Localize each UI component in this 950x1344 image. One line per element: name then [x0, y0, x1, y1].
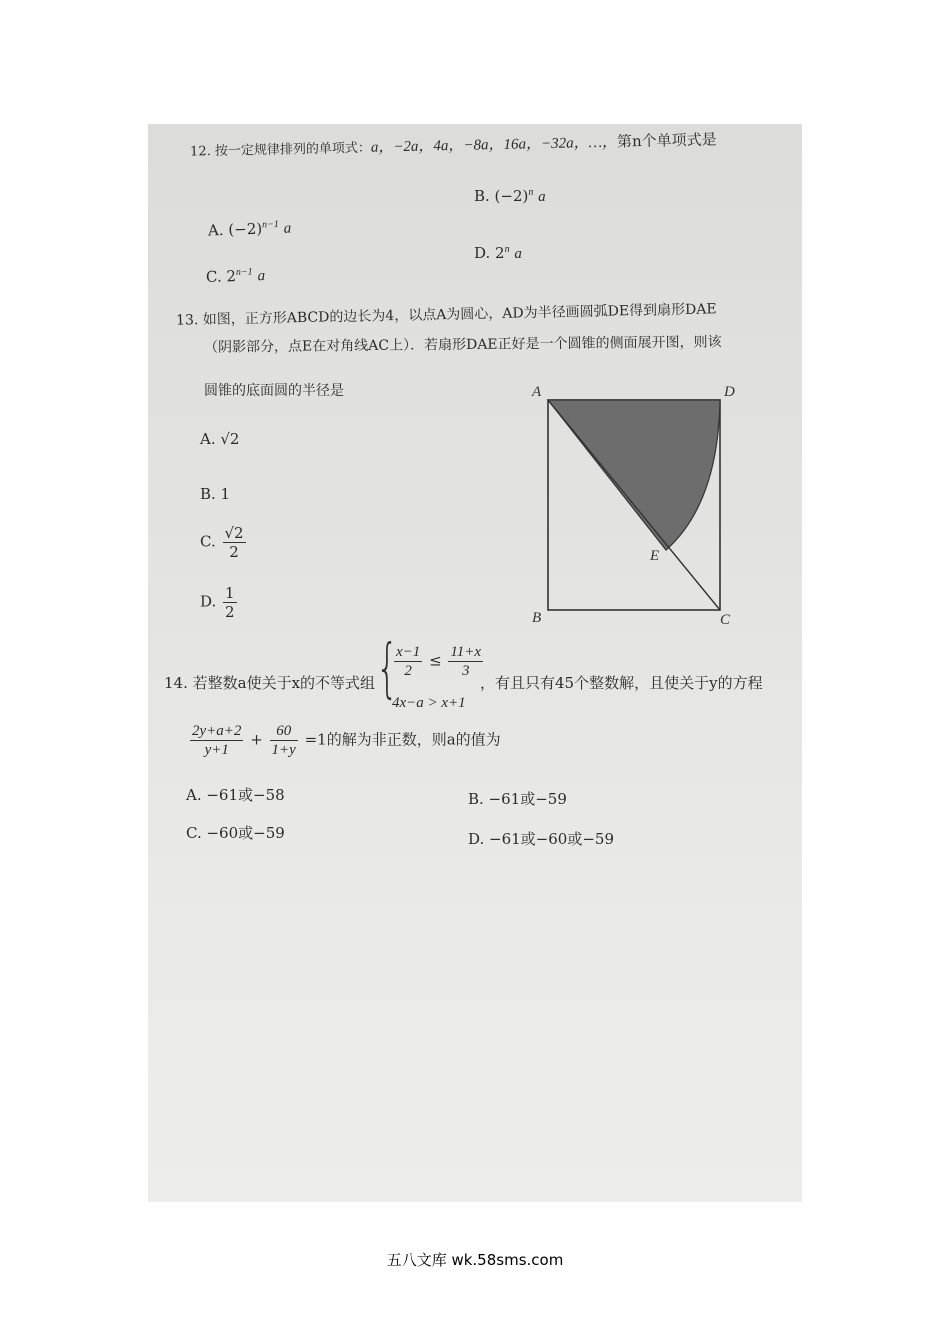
- q14-after: ，有且只有45个整数解，且使关于y的方程: [480, 674, 763, 692]
- q13-option-a: A. √2: [200, 430, 240, 448]
- q13-option-c: [200, 524, 248, 561]
- q14-inequality-1: [392, 643, 485, 680]
- ineq1-left-num: x−1: [396, 644, 421, 660]
- system-brace: {: [376, 632, 399, 706]
- label-e: E: [650, 548, 660, 564]
- q13-option-d: [200, 584, 239, 621]
- q14-inequality-2: 4x−a > x+1: [392, 695, 466, 711]
- q14-option-b: B. −61或−59: [468, 790, 567, 808]
- q14-option-d: D. −61或−60或−59: [468, 830, 614, 848]
- ineq1-right-num: 11+x: [450, 644, 482, 660]
- q12-b-base: B. (−2): [474, 187, 529, 205]
- ineq1-right-den: 3: [462, 663, 470, 679]
- eq-num-1: 2y+a+2: [192, 723, 242, 739]
- eq-fraction-1: [190, 722, 243, 759]
- q12-option-b: [474, 187, 546, 206]
- q13-d-num: 1: [225, 584, 235, 602]
- q12-option-d: [474, 244, 522, 263]
- q12-d-tail: a: [514, 246, 522, 262]
- q13-d-label: D.: [200, 592, 217, 611]
- q12-c-tail: a: [257, 267, 266, 285]
- q14-equation: [188, 722, 501, 759]
- label-d: D: [724, 384, 735, 400]
- label-a: A: [532, 384, 542, 400]
- q14-option-c: C. −60或−59: [186, 824, 285, 842]
- q12-option-c: [206, 266, 266, 287]
- q12-a-exp: n−1: [261, 218, 279, 231]
- eq-tail: =1的解为非正数，则a的值为: [304, 730, 501, 749]
- q12-stem-text: 12. 按一定规律排列的单项式：: [189, 140, 372, 160]
- site-footer: 五八文库 wk.58sms.com: [386, 1251, 564, 1269]
- q13-c-den: 2: [229, 543, 239, 561]
- q13-c-label: C.: [200, 532, 216, 551]
- q12-a-base: A. (−2): [207, 219, 263, 240]
- ineq1-left-den: 2: [404, 663, 412, 679]
- q12-b-exp: n: [528, 187, 534, 198]
- q13-d-fraction: [223, 584, 237, 621]
- q12-option-a: [208, 219, 292, 241]
- q13-line2: （阴影部分，点E在对角线AC上）．若扇形DAE正好是一个圆锥的侧面展开图，则该: [203, 334, 722, 356]
- scanned-page-photo: [148, 124, 802, 1202]
- eq-plus: +: [250, 730, 263, 749]
- q12-b-tail: a: [538, 189, 546, 205]
- q14-option-a: A. −61或−58: [186, 786, 285, 804]
- q12-c-exp: n−1: [235, 266, 253, 278]
- q13-option-b: B. 1: [200, 485, 231, 503]
- eq-den-2: 1+y: [271, 742, 296, 758]
- q12-a-tail: a: [283, 220, 292, 237]
- label-b: B: [532, 610, 542, 626]
- q12-d-base: D. 2: [474, 244, 505, 262]
- square-sector-figure: [518, 374, 748, 634]
- q13-line1: 13. 如图，正方形ABCD的边长为4，以点A为圆心，AD为半径画圆弧DE得到扇形DAE: [175, 301, 717, 329]
- q13-line3: 圆锥的底面圆的半径是: [204, 383, 344, 399]
- ineq1-right-fraction: [448, 643, 483, 680]
- q12-stem: [190, 128, 717, 160]
- shaded-sector-dae: [548, 400, 720, 550]
- q13-c-num: √2: [224, 524, 244, 542]
- eq-num-2: 60: [270, 722, 298, 741]
- q12-sequence: a，−2a，4a，−8a，16a，−32a，…，: [370, 134, 618, 156]
- q12-tail: 第n个单项式是: [616, 130, 717, 151]
- q12-c-base: C. 2: [205, 266, 237, 287]
- ineq1-op: ≤: [429, 651, 442, 670]
- q13-c-fraction: [223, 524, 246, 561]
- ineq1-left-fraction: [394, 643, 422, 680]
- label-c: C: [720, 612, 731, 628]
- q13-d-den: 2: [225, 603, 235, 621]
- eq-fraction-2: [270, 722, 298, 759]
- q14-lead: 14. 若整数a使关于x的不等式组: [164, 674, 376, 692]
- eq-den-1: y+1: [204, 742, 229, 758]
- q12-d-exp: n: [504, 244, 510, 255]
